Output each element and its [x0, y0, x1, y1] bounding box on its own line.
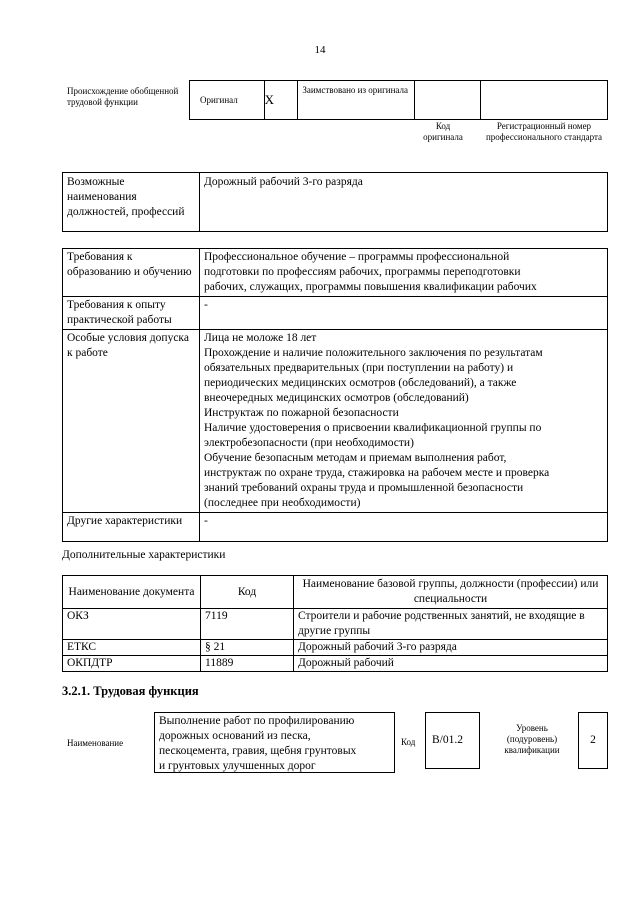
row-code: 7119 — [201, 609, 294, 640]
row-doc: ОКПДТР — [63, 656, 201, 672]
row-name: Строители и рабочие родственных занятий, не входящие в другие группы — [294, 609, 608, 640]
origin-code-caption: Код оригинала — [423, 121, 463, 142]
req-admission-line: обязательных предварительных (при поступлении на работу) и — [204, 362, 514, 374]
req-admission-label: Особые условия допуска к работе — [63, 330, 200, 513]
positions-label: Возможные наименования должностей, профессий — [63, 173, 200, 232]
additional-header-doc: Наименование документа — [63, 576, 201, 609]
req-admission-line: электробезопасности (при необходимости) — [204, 437, 414, 449]
row-code: § 21 — [201, 640, 294, 656]
function-name-line: и грунтовых улучшенных дорог — [159, 760, 316, 772]
function-name-line: пескоцемента, гравия, щебня грунтовых — [159, 745, 357, 757]
row-name: Дорожный рабочий — [294, 656, 608, 672]
positions-table — [62, 172, 608, 232]
req-admission-line: Прохождение и наличие положительного заключения по результатам — [204, 347, 543, 359]
req-education-line: рабочих, служащих, программы повышения квалификации рабочих — [204, 281, 537, 293]
req-other-value: - — [200, 513, 608, 542]
row-doc: ОКЗ — [63, 609, 201, 640]
function-code-value: B/01.2 — [425, 712, 480, 769]
req-admission-line: Лица не моложе 18 лет — [204, 332, 317, 344]
req-admission-value — [200, 330, 608, 513]
origin-mark: X — [264, 81, 298, 120]
req-experience-label: Требования к опыту практической работы — [63, 297, 200, 330]
page-number: 14 — [314, 44, 326, 56]
req-admission-line: Инструктаж по пожарной безопасности — [204, 407, 399, 419]
function-level-value: 2 — [578, 712, 608, 769]
req-education-value — [200, 249, 608, 297]
row-doc: ЕТКС — [63, 640, 201, 656]
req-admission-line: знаний требований охраны труда и промышленной безопасности — [204, 482, 524, 494]
additional-table — [62, 575, 608, 672]
req-other-label: Другие характеристики — [63, 513, 200, 542]
origin-reg-caption: Регистрационный номер профессионального стандарта — [485, 121, 603, 142]
row-code: 11889 — [201, 656, 294, 672]
req-education-line: подготовки по профессиям рабочих, программы переподготовки — [204, 266, 521, 278]
req-experience-value: - — [200, 297, 608, 330]
table-row — [63, 609, 608, 640]
function-name-line: дорожных оснований из песка, — [159, 730, 311, 742]
origin-borrowed-label: Заимствовано из оригинала — [298, 81, 414, 120]
function-name-line: Выполнение работ по профилированию — [159, 715, 355, 727]
req-admission-line: Обучение безопасным методам и приемам выполнения работ, — [204, 452, 507, 464]
origin-table — [189, 80, 608, 120]
req-admission-line: инструктаж по охране труда, стажировка на рабочем месте и проверка — [204, 467, 550, 479]
additional-header-code: Код — [201, 576, 294, 609]
additional-title: Дополнительные характеристики — [62, 549, 226, 561]
function-name-box — [154, 712, 395, 773]
req-admission-line: внеочередных медицинских осмотров (обследований) — [204, 392, 469, 404]
row-name: Дорожный рабочий 3-го разряда — [294, 640, 608, 656]
requirements-table — [62, 248, 608, 542]
req-education-line: Профессиональное обучение – программы профессиональной — [204, 251, 510, 263]
function-code-label: Код — [401, 737, 416, 747]
origin-label: Происхождение обобщенной трудовой функции — [67, 86, 179, 107]
additional-header-name: Наименование базовой группы, должности (профессии) или специальности — [294, 576, 608, 609]
table-row — [63, 640, 608, 656]
function-name-label: Наименование — [67, 738, 124, 748]
function-level-label: Уровень (подуровень) квалификации — [504, 723, 560, 755]
origin-code-cell — [414, 81, 480, 120]
req-education-label: Требования к образованию и обучению — [63, 249, 200, 297]
origin-original-label: Оригинал — [190, 81, 265, 120]
table-row — [63, 656, 608, 672]
req-admission-line: Наличие удостоверения о присвоении квалификационной группы по — [204, 422, 542, 434]
positions-value: Дорожный рабочий 3-го разряда — [200, 173, 608, 232]
origin-reg-cell — [480, 81, 607, 120]
req-admission-line: периодических медицинских осмотров (обследований), а также — [204, 377, 517, 389]
function-title: 3.2.1. Трудовая функция — [62, 684, 199, 698]
req-admission-line: (последнее при необходимости) — [204, 497, 361, 509]
